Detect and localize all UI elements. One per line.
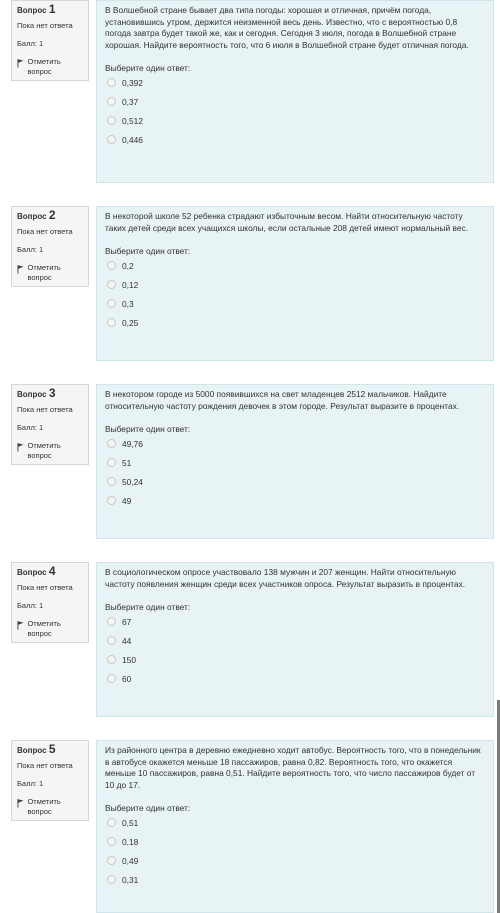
radio-button[interactable] [107, 496, 116, 505]
answer-prompt: Выберите один ответ: [105, 602, 191, 613]
radio-button[interactable] [107, 655, 116, 664]
question-state: Пока нет ответа [17, 21, 73, 30]
flag-icon [17, 798, 24, 808]
answer-option[interactable]: 0,18 [107, 832, 485, 851]
radio-button[interactable] [107, 280, 116, 289]
question-state: Пока нет ответа [17, 227, 73, 236]
radio-button[interactable] [107, 299, 116, 308]
flag-icon [17, 58, 24, 68]
answer-option[interactable]: 44 [107, 631, 485, 650]
question-grade: Балл: 1 [17, 245, 44, 254]
question-info [11, 0, 89, 81]
radio-button[interactable] [107, 636, 116, 645]
answer-option[interactable]: 0,2 [107, 256, 485, 275]
radio-button[interactable] [107, 477, 116, 486]
question-state: Пока нет ответа [17, 583, 73, 592]
question-title: Вопрос 3 [17, 386, 56, 400]
question-text: В некотором городе из 5000 появившихся на свет младенцев 2512 мальчиков. Найдите относительную частоту рождения девочек в этом городе. Результат выразите в процентах. [105, 389, 460, 411]
radio-button[interactable] [107, 261, 116, 270]
radio-button[interactable] [107, 837, 116, 846]
question-text: В Волшебной стране бывает два типа погоды: хорошая и отличная, причём погода, установившись утром, держится неизменной весь день. Известно, что с вероятностью 0,8 погода завтра будет такой же, как и сегодня. Сегодня 3 июля, погода в Волшебной стране хорошая. Найдите вероятность того, что 6 июля в Волшебной стране будет отличная погода. [105, 5, 469, 50]
answer-option[interactable]: 50,24 [107, 472, 485, 491]
answer-option[interactable]: 150 [107, 650, 485, 669]
radio-button[interactable] [107, 97, 116, 106]
answer-option[interactable]: 0,25 [107, 313, 485, 332]
radio-button[interactable] [107, 856, 116, 865]
question-text: В некоторой школе 52 ребенка страдают избыточным весом. Найти относительную частоту таких детей среди всех учащихся школы, если остальные 208 детей имеют нормальный вес. [105, 211, 469, 233]
flag-question-link[interactable]: Отметить вопрос [17, 263, 83, 283]
radio-button[interactable] [107, 439, 116, 448]
radio-button[interactable] [107, 318, 116, 327]
flag-question-link[interactable]: Отметить вопрос [17, 619, 83, 639]
answer-option[interactable]: 0,51 [107, 813, 485, 832]
radio-button[interactable] [107, 458, 116, 467]
radio-button[interactable] [107, 135, 116, 144]
radio-button[interactable] [107, 617, 116, 626]
question-state: Пока нет ответа [17, 761, 73, 770]
answer-option[interactable]: 49 [107, 491, 485, 510]
question-info [11, 384, 89, 465]
question-info [11, 740, 89, 821]
question-content [96, 0, 494, 183]
flag-icon [17, 264, 24, 274]
question-grade: Балл: 1 [17, 423, 44, 432]
radio-button[interactable] [107, 818, 116, 827]
flag-question-link[interactable]: Отметить вопрос [17, 797, 83, 817]
flag-question-link[interactable]: Отметить вопрос [17, 57, 83, 77]
radio-button[interactable] [107, 78, 116, 87]
question-state: Пока нет ответа [17, 405, 73, 414]
answer-option[interactable]: 0,37 [107, 92, 485, 111]
answer-option[interactable]: 0,392 [107, 73, 485, 92]
answer-option[interactable]: 0,512 [107, 111, 485, 130]
answer-option[interactable]: 0,446 [107, 130, 485, 149]
question-title: Вопрос 5 [17, 742, 56, 756]
question-title: Вопрос 2 [17, 208, 56, 222]
radio-button[interactable] [107, 116, 116, 125]
flag-icon [17, 620, 24, 630]
answer-option[interactable]: 60 [107, 669, 485, 688]
question-text: В социологическом опросе участвовало 138 мужчин и 207 женщин. Найти относительную частоту появления женщин среди всех участников опроса. Результат выразить в процентах. [105, 567, 466, 589]
question-content [96, 384, 494, 539]
answer-option[interactable]: 0,49 [107, 851, 485, 870]
question-grade: Балл: 1 [17, 601, 44, 610]
flag-question-link[interactable]: Отметить вопрос [17, 441, 83, 461]
question-content [96, 740, 494, 913]
answer-option[interactable]: 67 [107, 612, 485, 631]
answer-prompt: Выберите один ответ: [105, 63, 191, 74]
answer-option[interactable]: 0,3 [107, 294, 485, 313]
answer-prompt: Выберите один ответ: [105, 424, 191, 435]
radio-button[interactable] [107, 674, 116, 683]
question-content [96, 562, 494, 717]
question-grade: Балл: 1 [17, 39, 44, 48]
answer-prompt: Выберите один ответ: [105, 803, 191, 814]
question-grade: Балл: 1 [17, 779, 44, 788]
flag-icon [17, 442, 24, 452]
radio-button[interactable] [107, 875, 116, 884]
question-content [96, 206, 494, 361]
answer-option[interactable]: 0,31 [107, 870, 485, 889]
question-text: Из районного центра в деревню ежедневно ходит автобус. Вероятность того, что в понедельник в автобусе окажется меньше 18 пассажиров, равна 0,82. Вероятность того, что окажется меньше 10 пассажиров, равна 0,51. Найдите вероятность того, что число пассажиров будет от 10 до 17. [105, 745, 481, 790]
answer-option[interactable]: 49,76 [107, 434, 485, 453]
question-info [11, 206, 89, 287]
question-title: Вопрос 1 [17, 2, 56, 16]
answer-option[interactable]: 51 [107, 453, 485, 472]
question-title: Вопрос 4 [17, 564, 56, 578]
answer-option[interactable]: 0,12 [107, 275, 485, 294]
question-info [11, 562, 89, 643]
answer-prompt: Выберите один ответ: [105, 246, 191, 257]
